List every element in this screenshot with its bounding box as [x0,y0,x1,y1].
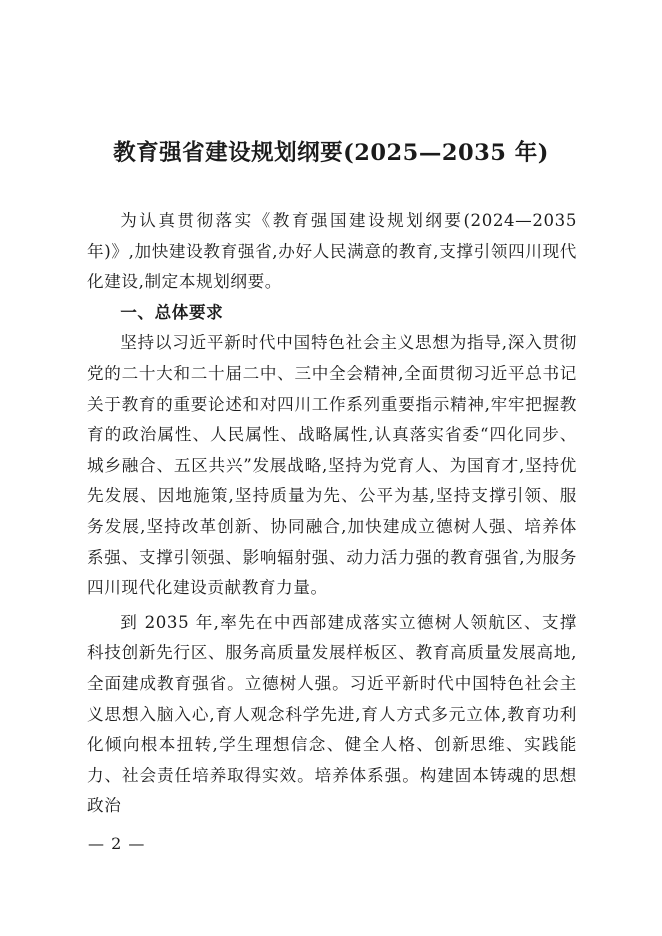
page-number: — 2 — [88,834,146,853]
body-paragraph-2: 到 2035 年,率先在中西部建成落实立德树人领航区、支撑科技创新先行区、服务高质量发展样板区、教育高质量发展高地,全面建成教育强省。立德树人强。习近平新时代中国特色社会主义思想入脑入心,育人观念科学先进,育人方式多元立体,教育功利化倾向根本扭转,学生理想信念、健全人格、创新思维、实践能力、社会责任培养取得实效。培养体系强。构建固本铸魂的思想政治 [87,612,577,816]
intro-paragraph: 为认真贯彻落实《教育强国建设规划纲要(2024—2035 年)》,加快建设教育强省,办好人民满意的教育,支撑引领四川现代化建设,制定本规划纲要。 [87,211,577,292]
document-title: 教育强省建设规划纲要(2025—2035 年) [113,140,549,166]
body-paragraph-1: 坚持以习近平新时代中国特色社会主义思想为指导,深入贯彻党的二十大和二十届二中、三中全会精神,全面贯彻习近平总书记关于教育的重要论述和对四川工作系列重要指示精神,牢牢把握教育的政治属性、人民属性、战略属性,认真落实省委“四化同步、城乡融合、五区共兴”发展战略,坚持为党育人、为国育才,坚持优先发展、因地施策,坚持质量为先、公平为基,坚持支撑引领、服务发展,坚持改革创新、协同融合,加快建成立德树人强、培养体系强、支撑引领强、影响辐射强、动力活力强的教育强省,为服务四川现代化建设贡献教育力量。 [87,333,577,598]
document-body [87,206,577,822]
section-heading: 一、总体要求 [120,302,224,322]
